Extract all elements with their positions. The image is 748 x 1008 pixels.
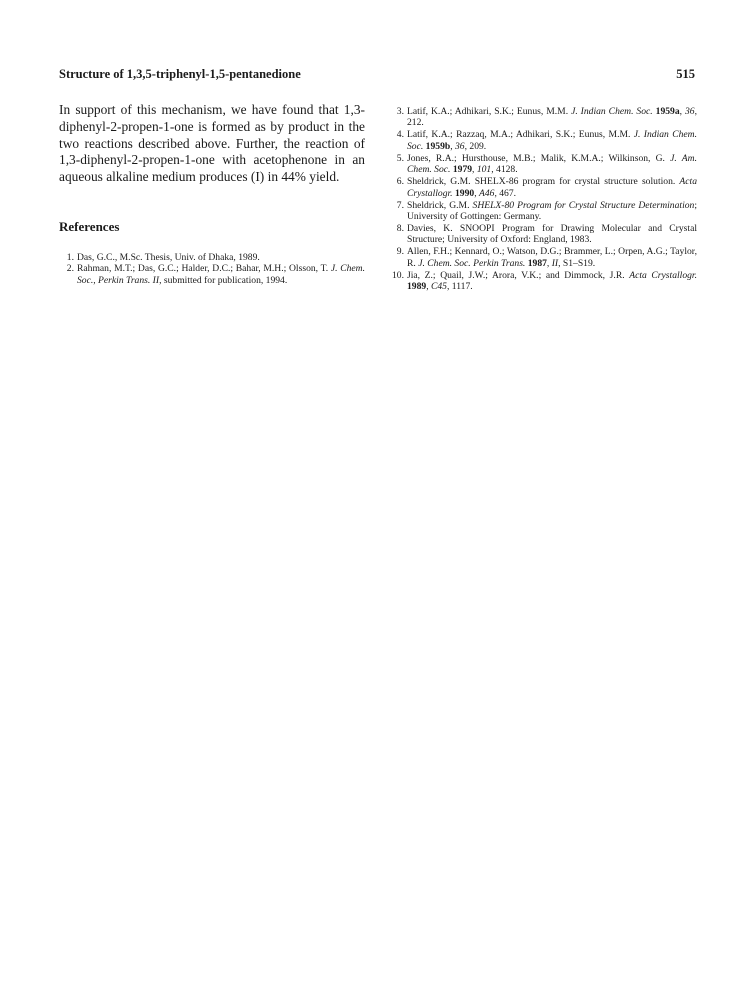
reference-text: , 209.	[464, 140, 487, 152]
reference-text: Latif, K.A.; Adhikari, S.K.; Eunus, M.M.	[407, 106, 572, 117]
reference-text: Latif, K.A.; Razzaq, M.A.; Adhikari, S.K.; Eunus, M.M.	[407, 129, 634, 141]
references-heading: References	[59, 219, 120, 234]
reference-text: , 1117.	[446, 281, 473, 293]
reference-text: ,	[450, 140, 455, 152]
reference-text: , submitted for publication, 1994.	[159, 274, 288, 286]
reference-text: Acta Crystallogr.	[629, 269, 697, 281]
reference-text: Allen, F.H.; Kennard, O.; Watson, D.G.; Brammer, L.; Orpen, A.G.; Taylor, R.	[407, 246, 697, 269]
page-number: 515	[676, 67, 695, 81]
body-paragraph: In support of this mechanism, we have found that 1,3-diphenyl-2-propen-1-one is formed as by product in the two reactions described above. Further, the reaction of 1,3-diphenyl-2-propen-1-one with acetophenone in an aqueous alkaline medium produces (I) in 44% yield.	[59, 102, 365, 185]
reference-number: 6.	[396, 176, 404, 188]
reference-text: A46	[478, 187, 495, 199]
reference-text: , 467.	[494, 187, 517, 199]
reference-text: 1989	[407, 281, 427, 293]
reference-number: 5.	[396, 152, 404, 164]
reference-text: Jones, R.A.; Hursthouse, M.B.; Malik, K.M.A.; Wilkinson, G.	[407, 152, 671, 164]
reference-text: ; University of Gottingen: Germany.	[407, 199, 697, 223]
reference-number: 3.	[396, 106, 404, 117]
reference-item	[389, 106, 697, 129]
reference-text: J. Indian Chem. Soc.	[571, 106, 653, 117]
reference-number: 7.	[396, 199, 404, 211]
reference-text: , 212.	[407, 106, 697, 129]
reference-text: SHELX-80 Program for Crystal Structure Determination	[472, 199, 695, 211]
reference-text: 1979	[452, 164, 473, 176]
reference-text: ,	[546, 257, 552, 269]
body-column	[59, 102, 365, 186]
reference-list-right	[389, 106, 697, 293]
reference-text: ,	[426, 281, 431, 293]
reference-number: 10.	[392, 269, 404, 281]
reference-number: 2.	[66, 263, 74, 275]
reference-text: Sheldrick, G.M. SHELX-86 program for crystal structure solution.	[407, 176, 680, 188]
reference-text: J. Indian Chem. Soc.	[407, 129, 697, 152]
reference-text: II	[551, 257, 559, 269]
reference-text: ,	[474, 187, 479, 199]
reference-text: C45	[430, 281, 447, 293]
reference-text: , 4128.	[491, 164, 518, 176]
reference-text: 1959a	[655, 106, 680, 117]
reference-item	[389, 270, 697, 293]
reference-item	[389, 129, 697, 152]
reference-number: 9.	[396, 246, 404, 258]
reference-text: J. Chem. Soc. Perkin Trans.	[418, 257, 526, 269]
reference-item	[389, 223, 697, 246]
reference-text: 1959b	[425, 140, 451, 152]
reference-text: ,	[679, 106, 685, 117]
reference-text: 101	[476, 164, 492, 176]
reference-text: 36	[455, 140, 465, 152]
reference-text: Davies, K. SNOOPI Program for Drawing Molecular and Crystal Structure; University of Oxford: England, 1983.	[407, 223, 697, 246]
running-title: Structure of 1,3,5-triphenyl-1,5-pentanedione	[59, 67, 301, 81]
reference-text: Acta Crystallogr.	[407, 176, 697, 199]
reference-number: 8.	[396, 223, 404, 235]
reference-text: J. Am. Chem. Soc.	[407, 152, 697, 176]
reference-number: 1.	[66, 252, 74, 263]
reference-text: 1990	[455, 187, 475, 199]
reference-list-left	[59, 252, 365, 286]
reference-text: Rahman, M.T.; Das, G.C.; Halder, D.C.; Bahar, M.H.; Olsson, T.	[77, 263, 331, 275]
reference-text: Sheldrick, G.M.	[407, 199, 473, 211]
reference-text: Das, G.C., M.Sc. Thesis, Univ. of Dhaka, 1989.	[77, 252, 260, 263]
reference-item	[389, 176, 697, 199]
reference-item	[389, 246, 697, 269]
reference-text: J. Chem. Soc., Perkin Trans. II	[77, 263, 366, 286]
reference-item	[59, 252, 365, 263]
reference-text: Jia, Z.; Quail, J.W.; Arora, V.K.; and Dimmock, J.R.	[407, 269, 630, 281]
reference-item	[389, 153, 697, 176]
reference-text: 36	[685, 106, 695, 117]
reference-item	[389, 200, 697, 223]
reference-item	[59, 263, 365, 286]
reference-text: 1987	[527, 257, 547, 269]
reference-text: , S1–S19.	[558, 257, 596, 269]
reference-text: ,	[472, 164, 477, 176]
reference-number: 4.	[396, 129, 404, 141]
